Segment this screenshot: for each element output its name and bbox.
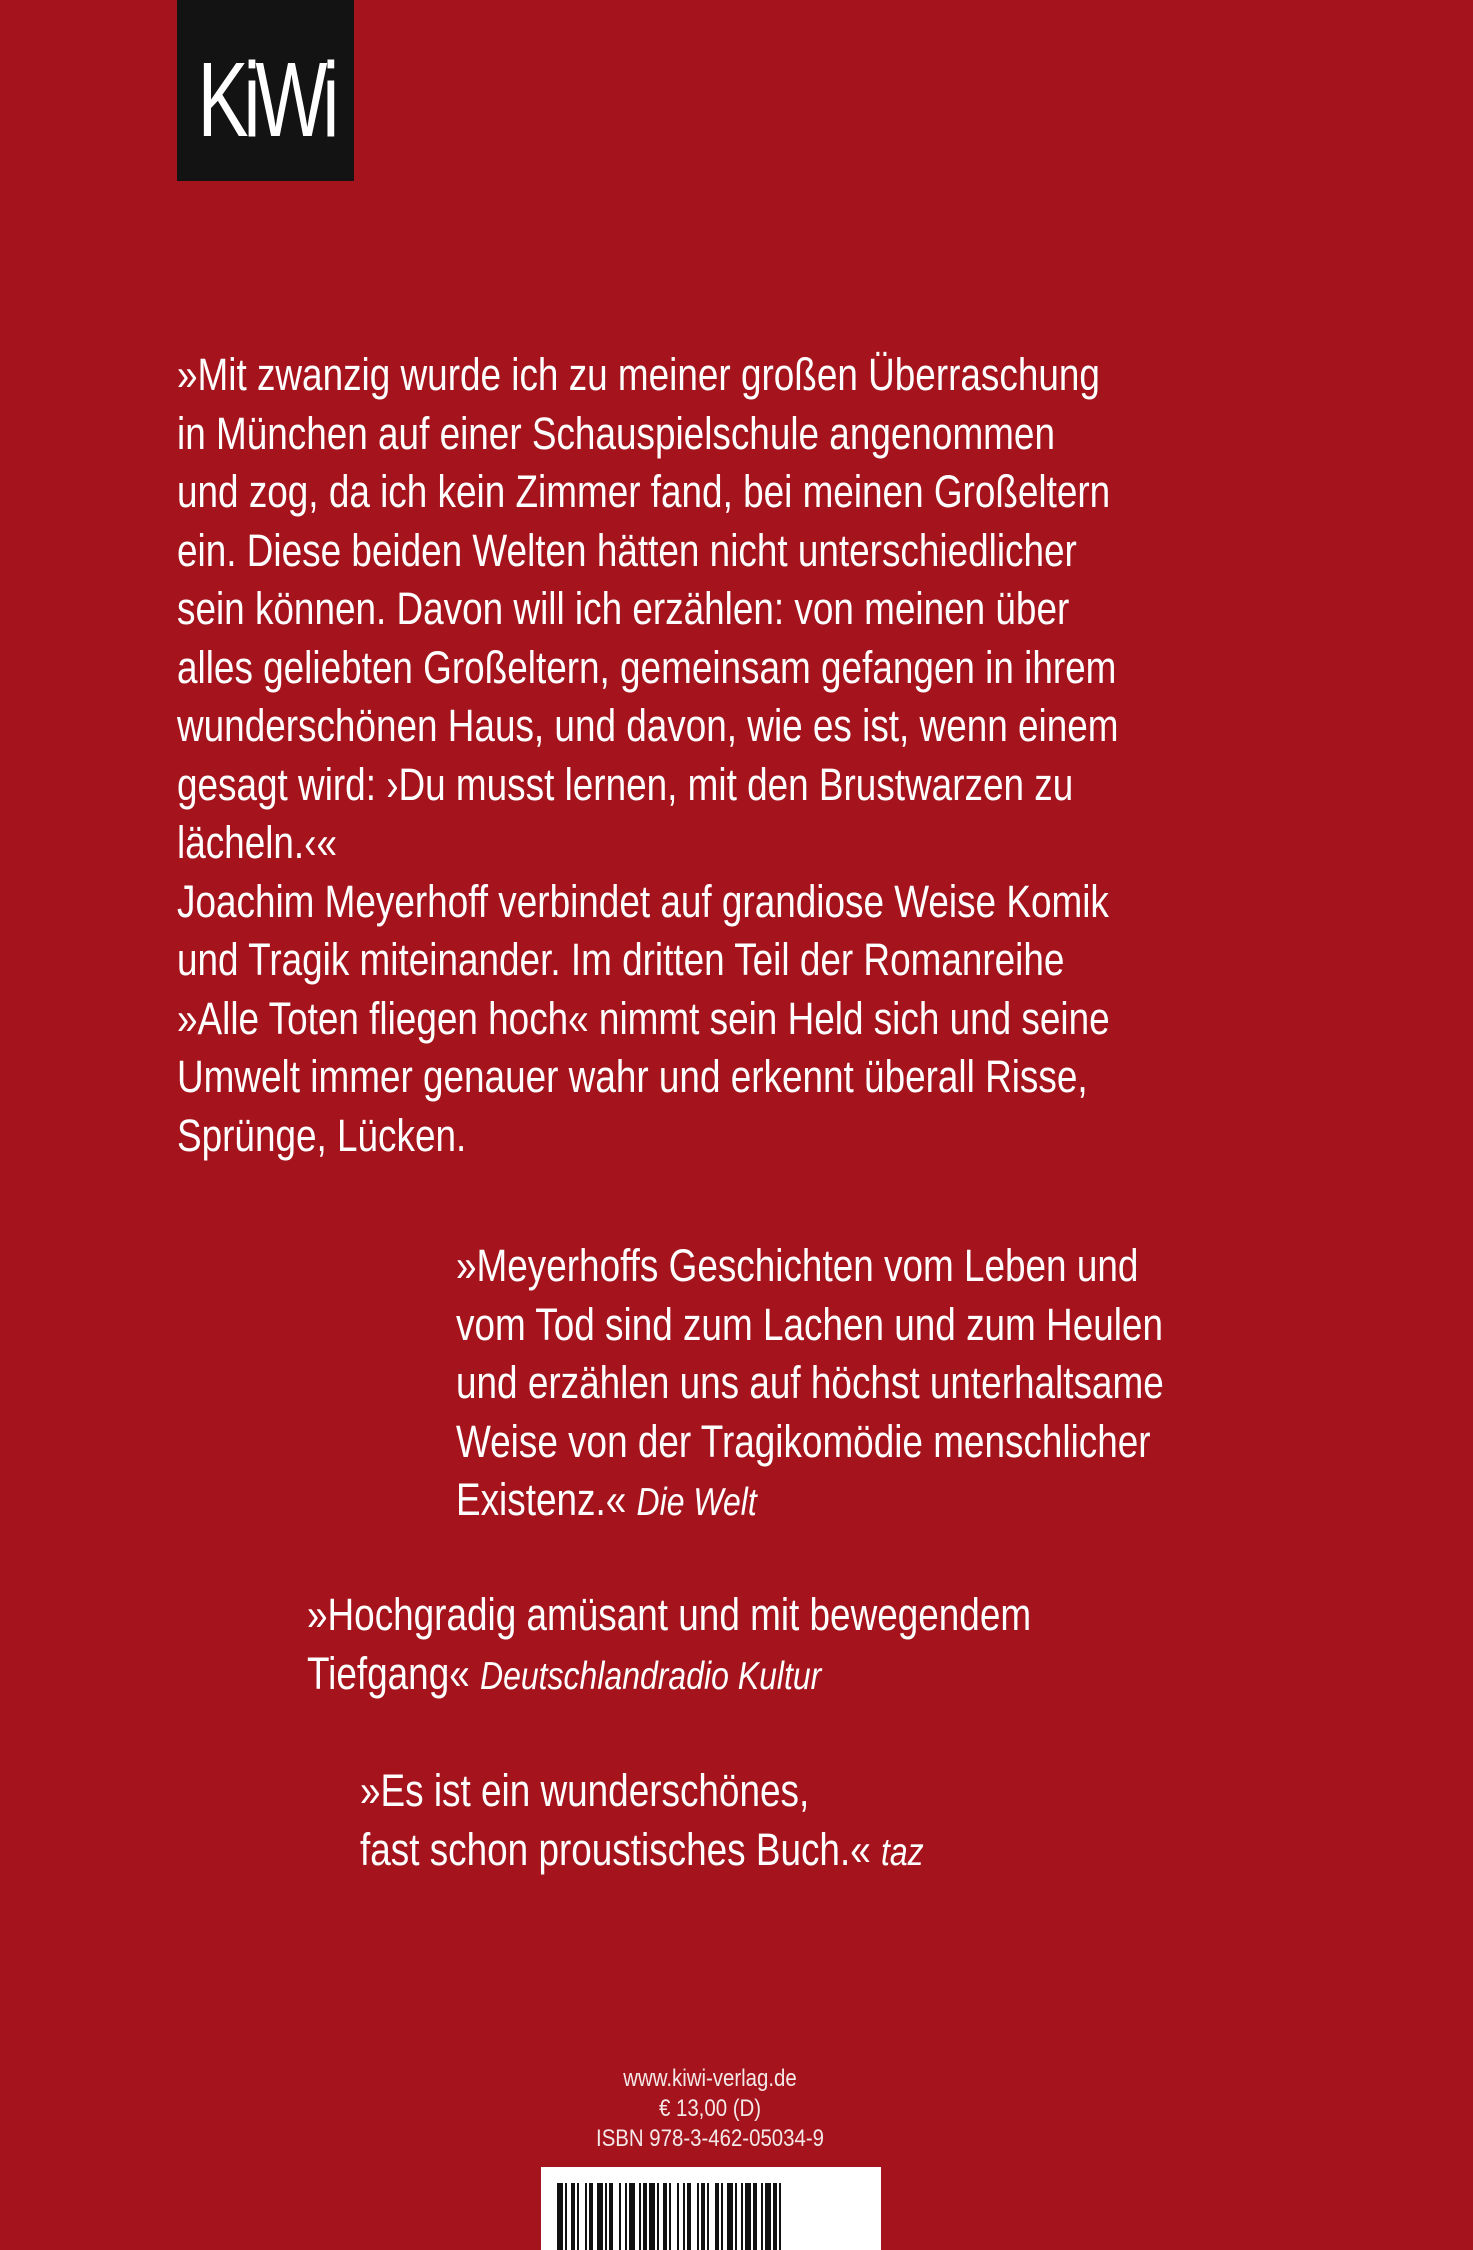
- quote-text: Tiefgang«: [307, 1647, 481, 1699]
- quote-text: fast schon proustisches Buch.«: [360, 1823, 881, 1875]
- website-text: www.kiwi-verlag.de: [623, 2065, 797, 2092]
- barcode-bar: [577, 2183, 579, 2250]
- blurb-line: lächeln.‹«: [177, 817, 338, 868]
- barcode-bar: [687, 2183, 691, 2250]
- barcode-bar: [643, 2183, 647, 2250]
- quote-line: vom Tod sind zum Lachen und zum Heulen: [456, 1298, 1163, 1350]
- blurb-line: Sprünge, Lücken.: [177, 1109, 467, 1161]
- barcode-bar: [707, 2183, 709, 2250]
- barcode-bar: [669, 2183, 671, 2250]
- kiwi-logo: [177, 0, 354, 181]
- quote-line: »Es ist ein wunderschönes,: [360, 1765, 810, 1816]
- barcode-bar: [741, 2183, 743, 2250]
- barcode-bar: [761, 2183, 763, 2250]
- quote-line: Weise von der Tragikomödie menschlicher: [456, 1415, 1151, 1467]
- blurb-line: in München auf einer Schauspielschule angenommen: [177, 407, 1055, 459]
- review-quote-taz: [360, 1762, 1344, 1882]
- barcode-bar: [619, 2183, 621, 2250]
- barcode-bar: [753, 2183, 757, 2250]
- barcode-bar: [571, 2183, 575, 2250]
- barcode-bar: [721, 2183, 723, 2250]
- quote-line: »Meyerhoffs Geschichten vom Leben und: [456, 1240, 1139, 1291]
- barcode-bar: [605, 2183, 607, 2250]
- barcode-bar: [589, 2183, 593, 2250]
- review-quote-die-welt: [456, 1237, 1473, 1533]
- barcode-bar: [735, 2183, 737, 2250]
- blurb-line: und zog, da ich kein Zimmer fand, bei meinen Großeltern: [177, 466, 1111, 517]
- blurb-line: »Alle Toten fliegen hoch« nimmt sein Held sich und seine: [177, 992, 1110, 1044]
- barcode-bars: [557, 2183, 865, 2250]
- barcode-bar: [629, 2183, 635, 2250]
- barcode-bar: [727, 2183, 733, 2250]
- barcode-bar: [625, 2183, 627, 2250]
- blurb-line: »Mit zwanzig wurde ich zu meiner großen Überraschung: [177, 349, 1100, 400]
- barcode-bar: [639, 2183, 641, 2250]
- barcode-bar: [745, 2183, 751, 2250]
- logo-text: KiWi: [197, 40, 334, 159]
- barcode-bar: [701, 2183, 705, 2250]
- quote-source: taz: [880, 1830, 924, 1874]
- blurb-line: alles geliebten Großeltern, gemeinsam gefangen in ihrem: [177, 641, 1117, 693]
- quote-line: und erzählen uns auf höchst unterhaltsame: [456, 1357, 1164, 1408]
- barcode-bar: [565, 2183, 567, 2250]
- quote-last-line: [307, 1645, 1373, 1707]
- barcode-bar: [557, 2183, 563, 2250]
- price-text: € 13,00 (D): [658, 2095, 762, 2122]
- barcode-bar: [663, 2183, 667, 2250]
- review-quote-deutschlandradio: [307, 1586, 1373, 1706]
- blurb-text: [177, 346, 1296, 1165]
- isbn-text: ISBN 978-3-462-05034-9: [596, 2125, 824, 2152]
- barcode-bar: [609, 2183, 613, 2250]
- blurb-line: wunderschönen Haus, und davon, wie es ist, wenn einem: [177, 700, 1119, 751]
- isbn-barcode: [541, 2167, 881, 2250]
- blurb-line: und Tragik miteinander. Im dritten Teil der Romanreihe: [177, 934, 1065, 985]
- barcode-bar: [677, 2183, 679, 2250]
- quote-text: Existenz.«: [456, 1474, 637, 1525]
- quote-last-line: [456, 1471, 1473, 1533]
- barcode-bar: [585, 2183, 587, 2250]
- quote-last-line: [360, 1821, 1344, 1883]
- barcode-bar: [649, 2183, 655, 2250]
- publisher-info: [560, 2064, 860, 2154]
- quote-source: Die Welt: [636, 1481, 757, 1524]
- blurb-line: Joachim Meyerhoff verbindet auf grandiose Weise Komik: [177, 875, 1109, 927]
- quote-line: »Hochgradig amüsant und mit bewegendem: [307, 1589, 1032, 1640]
- barcode-bar: [715, 2183, 719, 2250]
- blurb-line: gesagt wird: ›Du musst lernen, mit den Brustwarzen zu: [177, 758, 1074, 810]
- barcode-bar: [683, 2183, 685, 2250]
- barcode-bar: [597, 2183, 603, 2250]
- barcode-bar: [657, 2183, 659, 2250]
- barcode-bar: [779, 2183, 781, 2250]
- quote-source: Deutschlandradio Kultur: [480, 1654, 822, 1698]
- blurb-line: sein können. Davon will ich erzählen: von meinen über: [177, 583, 1070, 634]
- blurb-line: ein. Diese beiden Welten hätten nicht unterschiedlicher: [177, 524, 1077, 576]
- barcode-bar: [697, 2183, 699, 2250]
- blurb-line: Umwelt immer genauer wahr und erkennt überall Risse,: [177, 1051, 1088, 1102]
- barcode-bar: [765, 2183, 771, 2250]
- barcode-bar: [773, 2183, 777, 2250]
